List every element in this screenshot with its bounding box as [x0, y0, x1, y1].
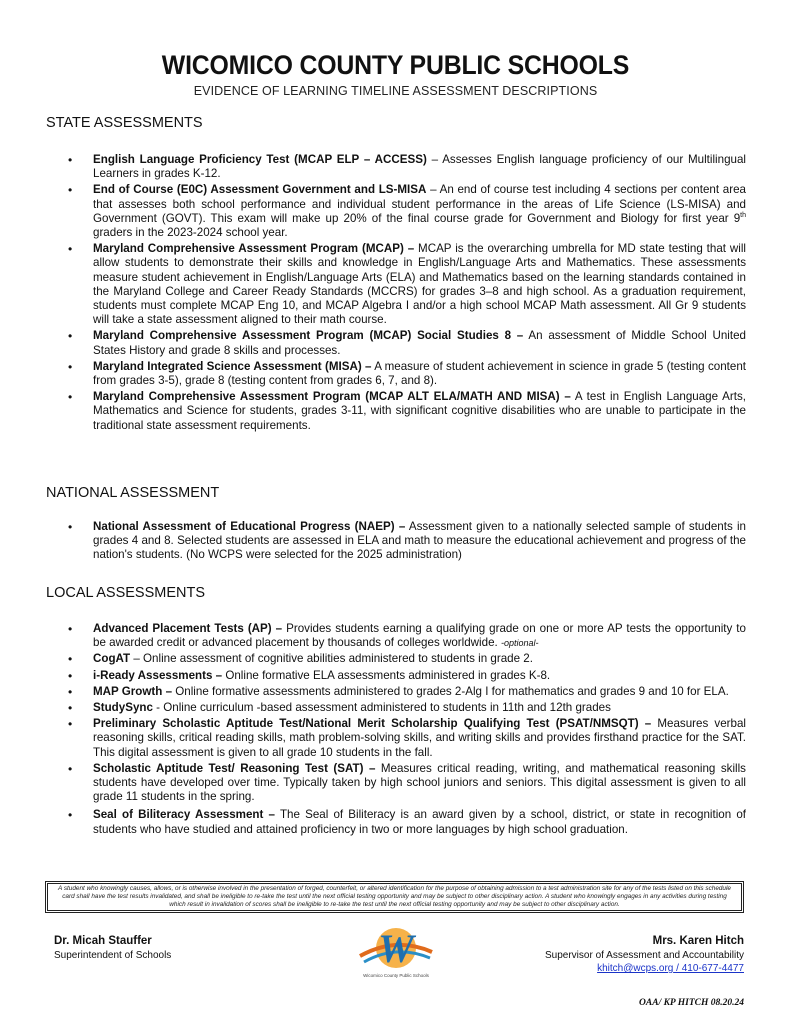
- section-heading-state: STATE ASSESSMENTS: [46, 115, 203, 131]
- list-item: • MAP Growth – Online formative assessments administered to grades 2-Alg I for mathematics and grades 9 and 10 for ELA.: [46, 685, 746, 699]
- signature-name: Dr. Micah Stauffer: [54, 935, 152, 947]
- list-item: • Preliminary Scholastic Aptitude Test/National Merit Scholarship Qualifying Test (PSAT/NMSQT) – Measures verbal reasoning skills, critical reading skills, math problem-solving skills, and writing skills and provides firsthand practice for the SAT. This digital assessment is given to all grade 10 students in the fall.: [46, 717, 746, 760]
- document-code: OAA/ KP HITCH 08.20.24: [639, 998, 744, 1008]
- page-title: WICOMICO COUNTY PUBLIC SCHOOLS: [161, 50, 630, 80]
- list-item: • Maryland Comprehensive Assessment Program (MCAP) – MCAP is the overarching umbrella for MD state testing that will allow students to demonstrate their skills and knowledge in English/Language Arts and Mathematics. These assessments measure student achievement in English/Language Arts (ELA) and Mathematics based on the learning standards contained in the Maryland College and Career Ready Standards (MCCRS) for grades 3–8 and high school. As a graduation requirement, students must complete MCAP Eng 10, and MCAP Algebra I and/or a high school MCAP Math assessment. All Gr 9 students will take a state assessment aligned to their math course.: [46, 242, 746, 327]
- page-subtitle: EVIDENCE OF LEARNING TIMELINE ASSESSMENT DESCRIPTIONS: [193, 84, 598, 98]
- list-item: • i-Ready Assessments – Online formative ELA assessments administered in grades K-8.: [46, 669, 746, 683]
- signature-superintendent: [54, 935, 171, 961]
- list-item: • Maryland Comprehensive Assessment Program (MCAP ALT ELA/MATH AND MISA) – A test in English Language Arts, Mathematics and Science for students, grades 3-11, with significant cognitive disabilities who are unable to participate in the traditional state assessment requirements.: [46, 390, 746, 433]
- list-item: • End of Course (E0C) Assessment Government and LS-MISA – An end of course test including 4 sections per content area that assesses both school performance and individual student performance in the areas of Life Science (LS-MISA) and Government (GOVT). This exam will make up 20% of the final course grade for Government and Biology for first year 9th graders in the 2023-2024 school year.: [46, 183, 746, 240]
- phone-number: / 410-677-4477: [673, 963, 744, 974]
- list-item: • StudySync - Online curriculum -based assessment administered to students in 11th and 12th grades: [46, 701, 746, 715]
- logo-graphic: [350, 922, 442, 982]
- list-item: • Scholastic Aptitude Test/ Reasoning Test (SAT) – Measures critical reading, writing, and mathematical reasoning skills students have developed over time. Typically taken by high school juniors and seniors. This digital assessment is given to all grade 11 students in the spring.: [46, 762, 746, 805]
- signature-title: Supervisor of Assessment and Accountability: [545, 950, 744, 961]
- list-item: • Advanced Placement Tests (AP) – Provides students earning a qualifying grade on one or more AP tests the opportunity to be awarded credit or advanced placement by thousands of colleges worldwide. -optional-: [46, 622, 746, 650]
- email-link[interactable]: khitch@wcps.org: [597, 963, 674, 974]
- disclaimer-box: A student who knowingly causes, allows, or is otherwise involved in the presentation of forged, counterfeit, or altered identification for the purpose of obtaining admission to a test administration site for any of the tests listed on this schedule card shall have the test results invalidated, and shall be ineligible to re-take the test until the next official testing opportunity and may be subject to other disciplinary action. A student who knowingly engages in any activities during testing which result in invalidation of scores shall be ineligible to re-take the test until the next official testing opportunity and may be subject to other disciplinary action.: [47, 883, 742, 911]
- list-item: • Maryland Integrated Science Assessment (MISA) – A measure of student achievement in science in grade 5 (testing content from grades 3-5), grade 8 (testing content from grades 6, 7, and 8).: [46, 360, 746, 388]
- signature-title: Superintendent of Schools: [54, 950, 172, 961]
- svg-text:W: W: [378, 926, 414, 971]
- contact-line: [545, 963, 744, 974]
- signature-supervisor: [545, 935, 744, 974]
- national-assessment-list: [46, 520, 746, 565]
- district-logo: [350, 922, 442, 982]
- signature-name: Mrs. Karen Hitch: [652, 935, 744, 947]
- list-item: • Maryland Comprehensive Assessment Program (MCAP) Social Studies 8 – An assessment of Middle School United States History and grade 8 skills and processes.: [46, 329, 746, 357]
- list-item: • Seal of Biliteracy Assessment – The Seal of Biliteracy is an award given by a school, district, or state in recognition of students who have studied and attained proficiency in two or more languages by high school graduation.: [46, 808, 746, 836]
- section-heading-local: LOCAL ASSESSMENTS: [46, 585, 206, 601]
- list-item: • CogAT – Online assessment of cognitive abilities administered to students in grade 2.: [46, 652, 746, 666]
- state-assessments-list: [46, 153, 746, 435]
- local-assessments-list: [46, 622, 746, 839]
- list-item: • National Assessment of Educational Progress (NAEP) – Assessment given to a nationally selected sample of students in grades 4 and 8. Selected students are assessed in ELA and math to measure the educational achievement and progress of the nation's students. (No WCPS were selected for the 2025 administration): [46, 520, 746, 563]
- svg-text:Wicomico County Public Schools: Wicomico County Public Schools: [363, 973, 429, 978]
- list-item: • English Language Proficiency Test (MCAP ELP – ACCESS) – Assesses English language proficiency of our Multilingual Learners in grades K-12.: [46, 153, 746, 181]
- section-heading-national: NATIONAL ASSESSMENT: [46, 485, 220, 501]
